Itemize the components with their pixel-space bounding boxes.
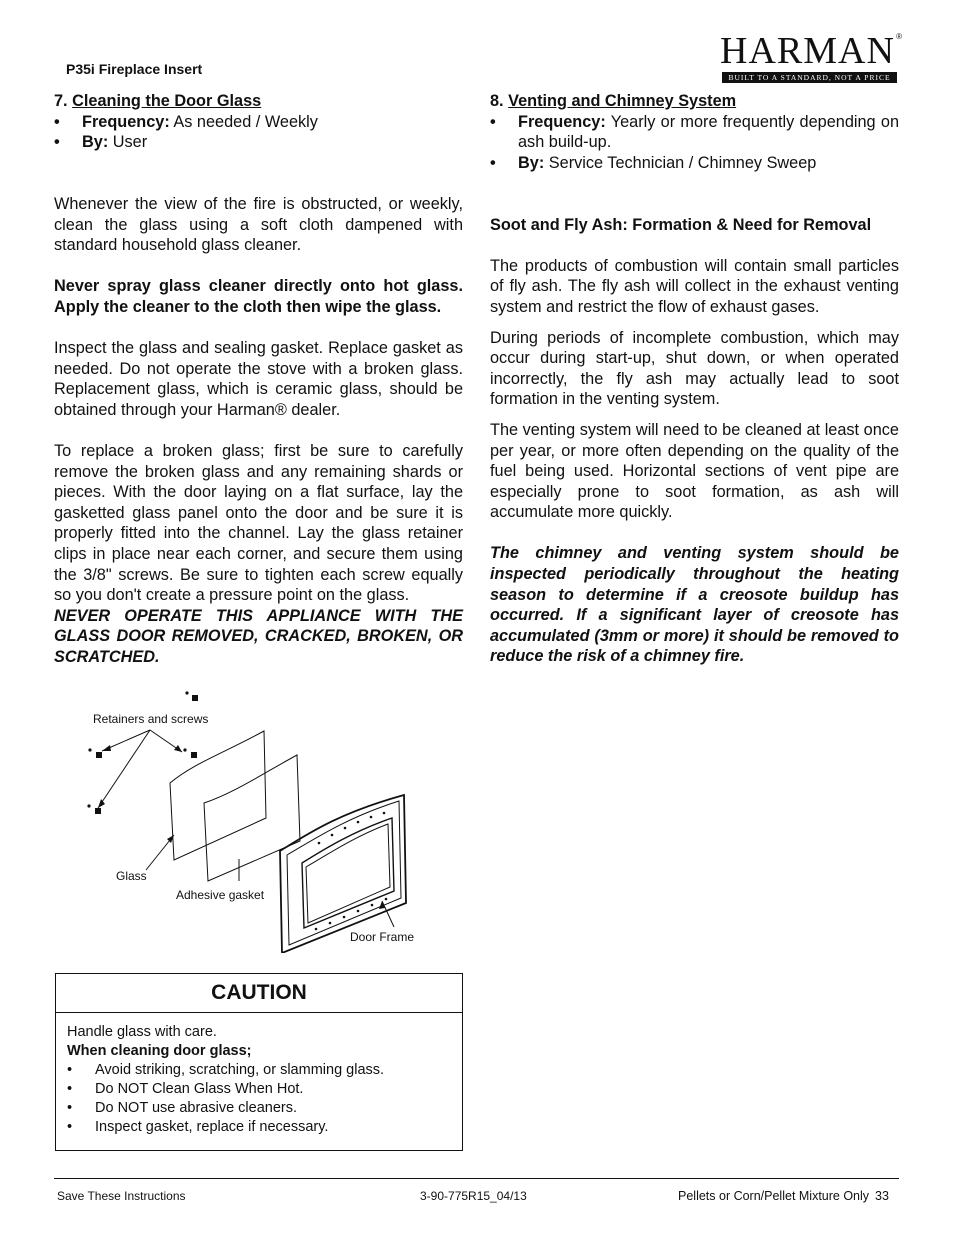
footer-right: Pellets or Corn/Pellet Mixture Only 33 <box>678 1189 889 1203</box>
section-7-heading: 7. Cleaning the Door Glass <box>54 92 262 110</box>
list-item: • Frequency: Yearly or more frequently depending on ash build-up. <box>490 112 899 152</box>
left-column <box>54 91 463 668</box>
harman-logo <box>720 30 902 84</box>
label-adhesive-gasket: Adhesive gasket <box>176 888 265 902</box>
paragraph: Inspect the glass and sealing gasket. Replace gasket as needed. Do not operate the stove with a broken glass. Replacement glass, which is ceramic glass, should be obtained through your Harman® dealer. <box>54 339 463 419</box>
list-item: • By: User <box>54 133 148 152</box>
label-retainers: Retainers and screws <box>93 712 209 726</box>
label-door-frame: Door Frame <box>350 930 415 944</box>
paragraph: The products of combustion will contain small particles of fly ash. The fly ash will collect in the exhaust venting system and restrict the flow of exhaust gases. <box>490 256 899 316</box>
caution-box <box>55 973 463 1151</box>
paragraph: During periods of incomplete combustion, which may occur during start-up, shut down, or when operated incorrectly, the fly ash may actually lead to soot formation in the venting system. <box>490 328 899 409</box>
list-item: • Inspect gasket, replace if necessary. <box>67 1118 329 1135</box>
logo-wordmark: HARMAN <box>720 30 895 72</box>
paragraph: Whenever the view of the fire is obstructed, or weekly, clean the glass using a soft cloth dampened with standard household glass cleaner. <box>54 194 463 255</box>
never-operate-warning: NEVER OPERATE THIS APPLIANCE WITH THE GLASS DOOR REMOVED, CRACKED, BROKEN, OR SCRATCHED. <box>54 606 463 667</box>
footer-doc-number: 3-90-775R15_04/13 <box>420 1189 527 1203</box>
page-number: 33 <box>875 1189 889 1203</box>
caution-line: Handle glass with care. <box>67 1024 217 1040</box>
section-8-title: Venting and Chimney System <box>508 92 737 110</box>
soot-subheading: Soot and Fly Ash: Formation & Need for Removal <box>490 215 872 234</box>
list-item: • Avoid striking, scratching, or slamming glass. <box>67 1061 385 1078</box>
right-column <box>490 91 899 667</box>
caution-title: CAUTION <box>56 974 462 1013</box>
section-7-title: Cleaning the Door Glass <box>72 92 262 110</box>
page-header-title: P35i Fireplace Insert <box>66 61 203 77</box>
paragraph: The venting system will need to be cleaned at least once per year, or more often depending on the quality of the fuel being used. Horizontal sections of vent pipe are especially prone to soot formation, as ash will accumulate more quickly. <box>490 420 899 522</box>
chimney-warning: The chimney and venting system should be inspected periodically throughout the heating season to determine if a creosote buildup has occurred. If a significant layer of creosote has accumulated (3mm or more) it should be removed to reduce the risk of a chimney fire. <box>490 544 899 666</box>
list-item: • By: Service Technician / Chimney Sweep <box>490 153 817 172</box>
paragraph: To replace a broken glass; first be sure to carefully remove the broken glass and any remaining shards or pieces. With the door laying on a flat surface, lay the gasketted glass panel onto the door and be sure it is properly fitted into the channel. Lay the glass retainer clips in place near each corner, and secure them using the 3/8" screws. Be sure to tighten each screw equally so you don't create a pressure point on the glass. <box>54 442 463 605</box>
hot-glass-warning: Never spray glass cleaner directly onto hot glass. Apply the cleaner to the cloth then wipe the glass. <box>54 277 463 316</box>
footer-divider <box>54 1178 899 1179</box>
list-item: • Do NOT Clean Glass When Hot. <box>67 1080 304 1097</box>
caution-subhead: When cleaning door glass; <box>67 1042 252 1059</box>
footer-left: Save These Instructions <box>57 1189 186 1203</box>
section-8-heading: 8. Venting and Chimney System <box>490 92 737 110</box>
label-glass: Glass <box>116 869 147 883</box>
list-item: • Frequency: As needed / Weekly <box>54 112 318 131</box>
logo-tagline: BUILT TO A STANDARD, NOT A PRICE <box>722 72 897 83</box>
door-glass-diagram <box>54 683 463 953</box>
caution-body <box>56 1013 462 1136</box>
logo-registered-mark: ® <box>896 32 902 41</box>
list-item: • Do NOT use abrasive cleaners. <box>67 1099 298 1116</box>
